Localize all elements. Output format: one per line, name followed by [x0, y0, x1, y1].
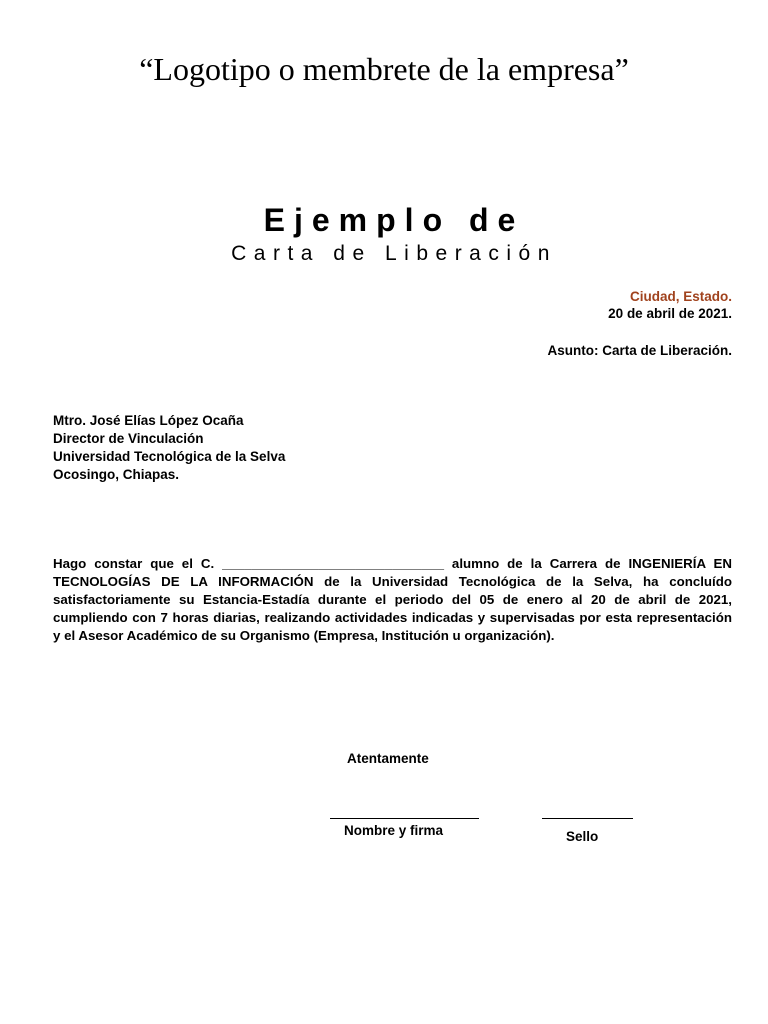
city-state: Ciudad, Estado.: [629, 289, 732, 304]
letter-subject: Asunto: Carta de Liberación.: [547, 343, 732, 358]
closing-salutation: Atentamente: [347, 751, 429, 766]
seal-label: Sello: [566, 829, 599, 844]
signature-label: Nombre y firma: [344, 823, 444, 838]
recipient-location: Ocosingo, Chiapas.: [53, 467, 180, 482]
letterhead-placeholder: “Logotipo o membrete de la empresa”: [139, 51, 629, 87]
recipient-block: [53, 412, 285, 484]
letter-date: 20 de abril de 2021.: [608, 306, 732, 321]
recipient-position: Director de Vinculación: [53, 431, 204, 446]
body-paragraph: Hago constar que el C. ______________________________ alumno de la Carrera de INGENIERÍA EN TECNOLOGÍAS DE LA INFORMACIÓN de la Universidad Tecnológica de la Selva, ha concluído satisfactoriamente su Estancia-Estadía durante el periodo del 05 de enero al 20 de abril de 2021, cumpliendo con 7 horas diarias, realizando actividades indicadas y supervisadas por esta representación y el Asesor Académico de su Organismo (Empresa, Institución u organización).: [53, 556, 732, 643]
recipient-institution: Universidad Tecnológica de la Selva: [53, 449, 286, 464]
recipient-name: Mtro. José Elías López Ocaña: [53, 413, 244, 428]
signature-line: [330, 818, 479, 819]
document-subtitle: Carta de Liberación: [231, 242, 557, 265]
seal-line: [542, 818, 633, 819]
document-title: Ejemplo de: [263, 202, 525, 238]
